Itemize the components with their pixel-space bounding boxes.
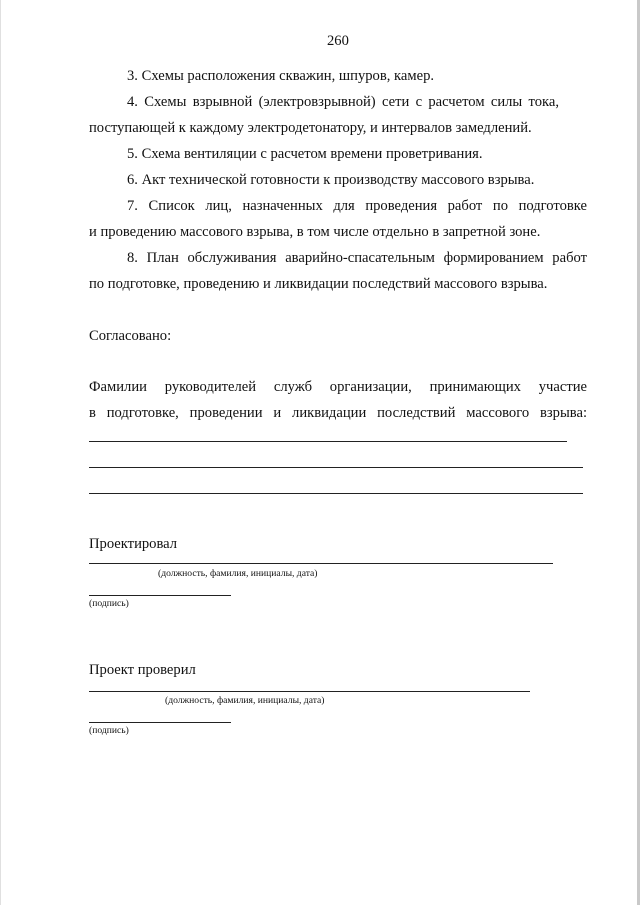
item-4-line-2: поступающей к каждому электродетонатору, и интервалов замедлений. xyxy=(89,120,532,136)
heads-fill-line-1 xyxy=(89,441,567,442)
item-7-line-2: и проведению массового взрыва, в том числе отдельно в запретной зоне. xyxy=(89,224,541,240)
checked-signature-caption: (подпись) xyxy=(89,725,129,736)
page-number: 260 xyxy=(327,33,349,49)
heads-fill-line-3 xyxy=(89,493,583,494)
designed-signature-line xyxy=(89,595,231,596)
checked-label: Проект проверил xyxy=(89,662,196,678)
item-8-line-1: 8. План обслуживания аварийно-спасательным формированием работ xyxy=(127,250,587,266)
checked-position-line xyxy=(89,691,530,692)
item-8-line-2: по подготовке, проведению и ликвидации последствий массового взрыва. xyxy=(89,276,548,292)
item-4-line-1: 4. Схемы взрывной (электровзрывной) сети с расчетом силы тока, xyxy=(127,94,559,110)
heads-text-line-2: в подготовке, проведении и ликвидации последствий массового взрыва: xyxy=(89,405,587,421)
item-5: 5. Схема вентиляции с расчетом времени проветривания. xyxy=(127,146,483,162)
checked-signature-line xyxy=(89,722,231,723)
heads-fill-line-2 xyxy=(89,467,583,468)
heads-text-line-1: Фамилии руководителей служб организации, принимающих участие xyxy=(89,379,587,395)
agreed-label: Согласовано: xyxy=(89,328,172,344)
designed-label: Проектировал xyxy=(89,536,178,552)
item-7-line-1: 7. Список лиц, назначенных для проведения работ по подготовке xyxy=(127,198,587,214)
designed-position-line xyxy=(89,563,553,564)
designed-position-caption: (должность, фамилия, инициалы, дата) xyxy=(158,568,318,579)
page-left-edge xyxy=(0,0,1,905)
checked-position-caption: (должность, фамилия, инициалы, дата) xyxy=(165,695,325,706)
item-6: 6. Акт технической готовности к производству массового взрыва. xyxy=(127,172,535,188)
item-3: 3. Схемы расположения скважин, шпуров, камер. xyxy=(127,68,435,84)
designed-signature-caption: (подпись) xyxy=(89,598,129,609)
